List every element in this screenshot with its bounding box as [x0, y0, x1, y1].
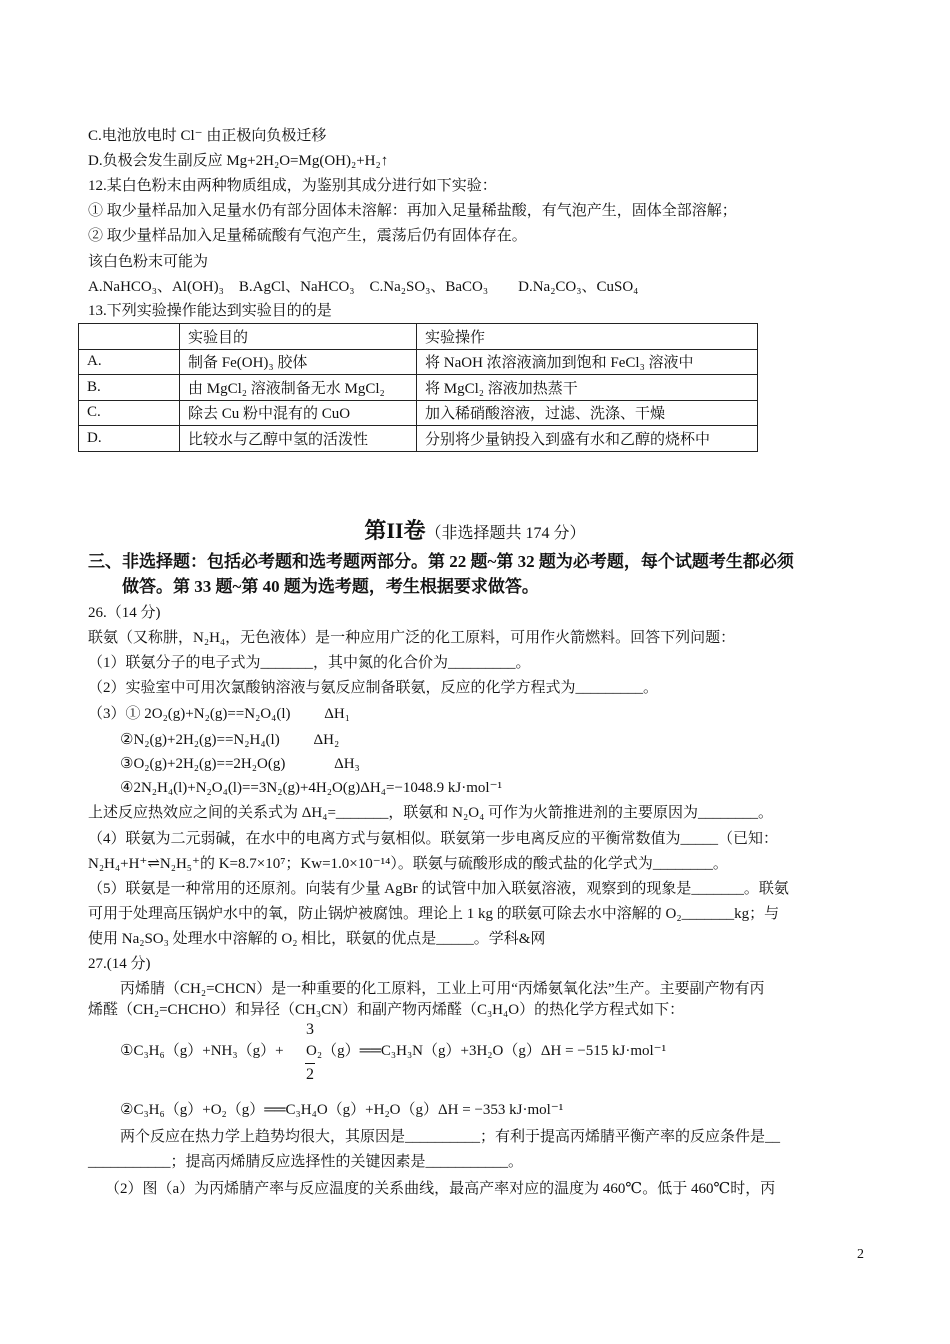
- table-row: [79, 400, 758, 426]
- question-26-intro: 联氨（又称肼，N₂H₄，无色液体）是一种应用广泛的化工原料，可用作火箭燃料。回答下列问题：: [88, 630, 736, 646]
- table-cell: 制备 Fe(OH)₃ 胶体: [180, 349, 417, 375]
- question-27-ask-1: 两个反应在热力学上趋势均很大，其原因是__________；有利于提高丙烯腈平衡产率的反应条件是__: [120, 1129, 781, 1145]
- fraction-denominator: 2: [306, 1066, 314, 1083]
- question-26-eq4: ④2N₂H₄(l)+N₂O₄(l)==3N₂(g)+4H₂O(g)ΔH₄=−1048.9 kJ·mol⁻¹: [120, 780, 502, 796]
- question-27-eq2: ②C₃H₆（g）+O₂（g）══C₃H₄O（g）+H₂O（g）ΔH = −353 kJ·mol⁻¹: [120, 1102, 564, 1118]
- table-header: [79, 324, 180, 350]
- table-cell: 由 MgCl₂ 溶液制备无水 MgCl₂: [180, 375, 417, 401]
- table-cell: 分别将少量钠投入到盛有水和乙醇的烧杯中: [417, 426, 758, 452]
- table-row: [79, 349, 758, 375]
- question-26-part-4: （4）联氨为二元弱碱，在水中的电离方式与氨相似。联氨第一步电离反应的平衡常数值为_____（已知：: [88, 831, 779, 847]
- question-26-part-3-ask: 上述反应热效应之间的关系式为 ΔH₄=_______，联氨和 N₂O₄ 可作为火箭推进剂的主要原因为________。: [88, 805, 774, 821]
- fraction-bar: [305, 1063, 315, 1064]
- question-26-eq3: ③O₂(g)+2H₂(g)==2H₂O(g) ΔH₃: [120, 756, 360, 772]
- question-27-ask-2: ___________；提高丙烯腈反应选择性的关键因素是___________。: [88, 1154, 524, 1170]
- question-12-step-2: ② 取少量样品加入足量稀硫酸有气泡产生，震荡后仍有固体存在。: [88, 228, 527, 244]
- question-26-part-5: （5）联氨是一种常用的还原剂。向装有少量 AgBr 的试管中加入联氨溶液，观察到的现象是_______。联氨: [88, 881, 789, 897]
- table-cell: 将 MgCl₂ 溶液加热蒸干: [417, 375, 758, 401]
- question-12-prompt: 该白色粉末可能为: [88, 254, 209, 270]
- table-cell: 除去 Cu 粉中混有的 CuO: [180, 400, 417, 426]
- page-number: 2: [857, 1247, 864, 1262]
- table-header-row: [79, 324, 758, 350]
- table-header: 实验目的: [180, 324, 417, 350]
- section-heading: [0, 514, 950, 545]
- question-27-intro-2: 烯醛（CH₂=CHCHO）和异径（CH₃CN）和副产物丙烯醛（C₃H₄O）的热化学方程式如下：: [88, 1002, 685, 1018]
- table-cell: C.: [79, 400, 180, 426]
- table-cell: D.: [79, 426, 180, 452]
- question-26-part-5-cont: 可用于处理高压锅炉水中的氧，防止锅炉被腐蚀。理论上 1 kg 的联氨可除去水中溶解的 O₂_______kg；与: [88, 906, 780, 922]
- experiment-table: [78, 323, 758, 452]
- table-cell: 加入稀硝酸溶液，过滤、洗涤、干燥: [417, 400, 758, 426]
- question-12-options: A.NaHCO₃、Al(OH)₃ B.AgCl、NaHCO₃ C.Na₂SO₃、BaCO₃ D.Na₂CO₃、CuSO₄: [88, 279, 639, 295]
- question-26-title: 26.（14 分): [88, 605, 161, 621]
- table-cell: 将 NaOH 浓溶液滴加到饱和 FeCl₃ 溶液中: [417, 349, 758, 375]
- question-26-part-1: （1）联氨分子的电子式为_______，其中氮的化合价为_________。: [88, 655, 531, 671]
- question-12-step-1: ① 取少量样品加入足量水仍有部分固体未溶解：再加入足量稀盐酸，有气泡产生，固体全部溶解；: [88, 203, 737, 219]
- question-27-title: 27.(14 分): [88, 956, 151, 972]
- question-12-stem: 12.某白色粉末由两种物质组成，为鉴别其成分进行如下实验：: [88, 178, 497, 194]
- question-26-part-5-end: 使用 Na₂SO₃ 处理水中溶解的 O₂ 相比，联氨的优点是_____。学科&网: [88, 931, 546, 947]
- question-26-eq2: ②N₂(g)+2H₂(g)==N₂H₄(l) ΔH₂: [120, 732, 340, 748]
- section-instructions-line-1: 三、非选择题：包括必考题和选考题两部分。第 22 题~第 32 题为必考题，每个试题考生都必须: [88, 552, 794, 571]
- question-27-eq1: ①C₃H₆（g）+NH₃（g）+ O₂（g）══C₃H₃N（g）+3H₂O（g）ΔH = −515 kJ·mol⁻¹: [120, 1043, 667, 1059]
- table-cell: A.: [79, 349, 180, 375]
- option-c-line: C.电池放电时 Cl⁻ 由正极向负极迁移: [88, 128, 327, 144]
- section-title: 第II卷: [364, 518, 426, 543]
- table-row: [79, 426, 758, 452]
- fraction-numerator: 3: [306, 1021, 314, 1038]
- question-26-part-2: （2）实验室中可用次氯酸钠溶液与氨反应制备联氨，反应的化学方程式为_________。: [88, 680, 659, 696]
- table-row: [79, 375, 758, 401]
- option-d-line: D.负极会发生副反应 Mg+2H₂O=Mg(OH)₂+H₂↑: [88, 153, 389, 169]
- table-cell: B.: [79, 375, 180, 401]
- table-header: 实验操作: [417, 324, 758, 350]
- question-26-part-3-eq1: （3）① 2O₂(g)+N₂(g)==N₂O₄(l) ΔH₁: [88, 706, 350, 722]
- question-27-part-2: （2）图（a）为丙烯腈产率与反应温度的关系曲线，最高产率对应的温度为 460℃。低于 460℃时，丙: [105, 1181, 776, 1197]
- section-subtitle: （非选择题共 174 分）: [425, 525, 586, 542]
- question-13-stem: 13.下列实验操作能达到实验目的的是: [88, 303, 332, 319]
- table-cell: 比较水与乙醇中氢的活泼性: [180, 426, 417, 452]
- question-27-intro-1: 丙烯腈（CH₂=CHCN）是一种重要的化工原料，工业上可用“丙烯氨氧化法”生产。主要副产物有丙: [120, 981, 765, 997]
- question-26-part-4-cont: N₂H₄+H⁺⇌N₂H₅⁺的 K=8.7×10⁷；Kw=1.0×10⁻¹⁴）。联氨与硫酸形成的酸式盐的化学式为________。: [88, 856, 728, 872]
- section-instructions-line-2: 做答。第 33 题~第 40 题为选考题，考生根据要求做答。: [122, 577, 539, 596]
